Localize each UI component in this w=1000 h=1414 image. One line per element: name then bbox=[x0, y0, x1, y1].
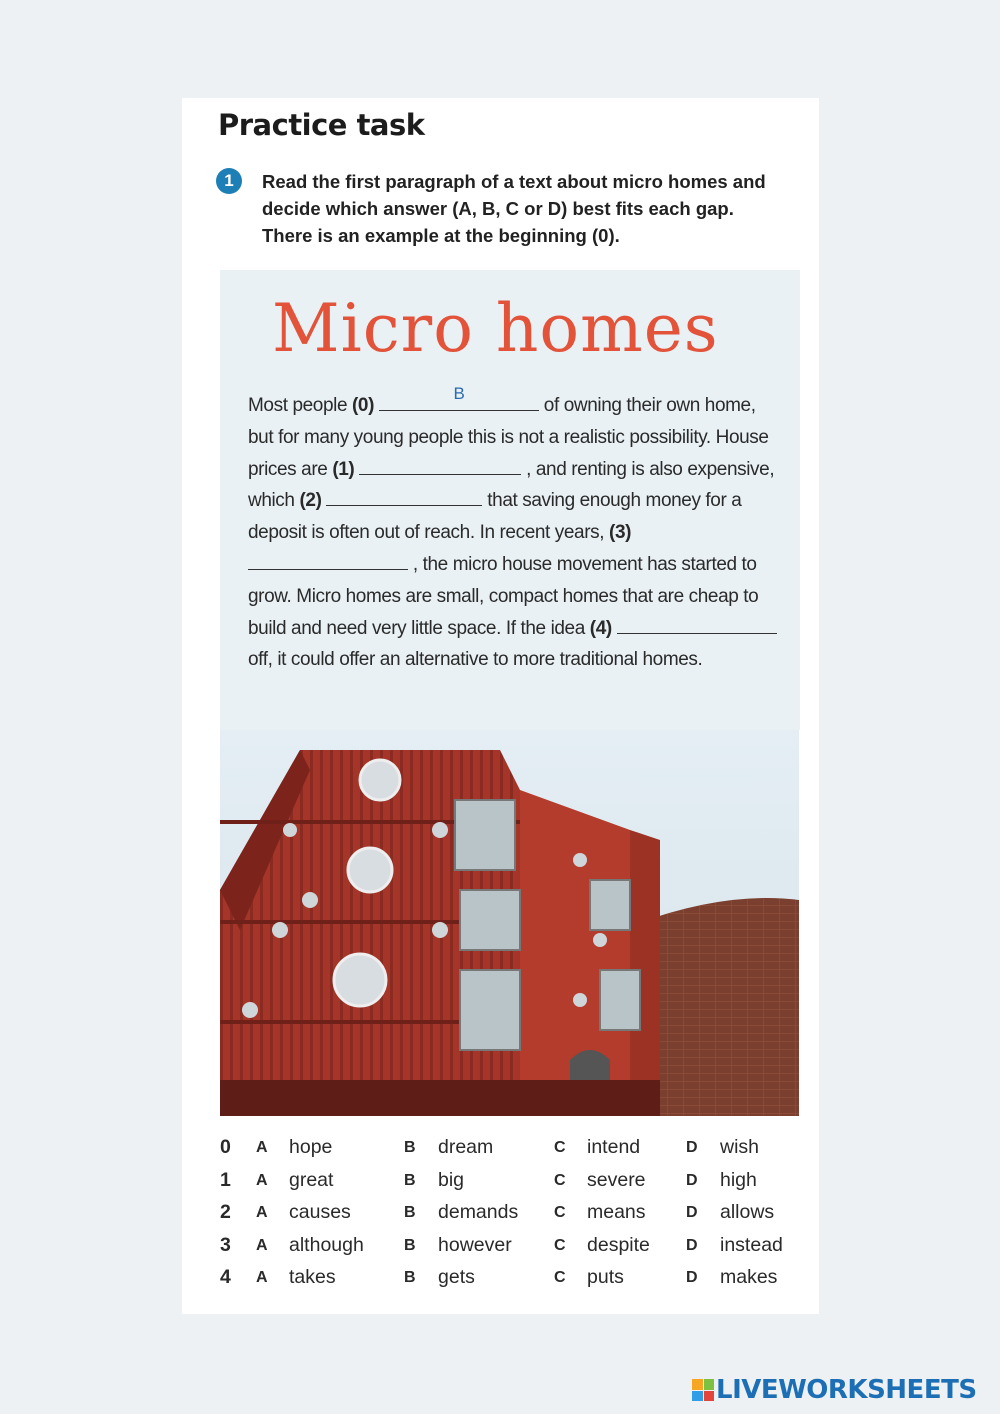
option-row-0 bbox=[220, 1136, 800, 1169]
option-letter-a: A bbox=[256, 1236, 268, 1254]
text-segment: off, it could offer an alternative to more traditional homes. bbox=[248, 649, 703, 671]
option-letter-b: B bbox=[404, 1204, 416, 1221]
question-number: 3 bbox=[220, 1233, 231, 1256]
container-homes-photo bbox=[220, 730, 799, 1116]
option-letter-c: C bbox=[554, 1204, 566, 1221]
option-b[interactable]: big bbox=[438, 1168, 465, 1191]
option-c[interactable]: puts bbox=[587, 1266, 624, 1288]
gap-number-1: (1) bbox=[332, 458, 355, 480]
option-row-3 bbox=[220, 1234, 800, 1267]
gap-number-3: (3) bbox=[609, 522, 632, 544]
question-number: 2 bbox=[220, 1201, 231, 1223]
option-c[interactable]: severe bbox=[587, 1168, 646, 1191]
option-letter-c: C bbox=[554, 1171, 566, 1189]
container-homes-illustration bbox=[220, 730, 799, 1116]
option-letter-a: A bbox=[256, 1269, 268, 1286]
option-letter-b: B bbox=[404, 1171, 416, 1189]
gap-1-answer-field[interactable] bbox=[359, 456, 521, 475]
option-letter-b: B bbox=[404, 1139, 416, 1156]
gap-number-0: (0) bbox=[352, 395, 375, 416]
option-d[interactable]: wish bbox=[720, 1136, 760, 1158]
option-b[interactable]: gets bbox=[438, 1266, 475, 1288]
option-a[interactable]: takes bbox=[289, 1266, 336, 1288]
gap-0-answer-field[interactable] bbox=[379, 384, 539, 411]
option-a[interactable]: hope bbox=[289, 1136, 333, 1158]
option-d[interactable]: instead bbox=[720, 1233, 783, 1256]
option-row-1 bbox=[220, 1169, 800, 1202]
option-c[interactable]: intend bbox=[587, 1136, 641, 1158]
option-letter-d: D bbox=[686, 1204, 698, 1221]
question-number: 1 bbox=[220, 1168, 231, 1191]
option-letter-a: A bbox=[256, 1204, 268, 1221]
option-b[interactable]: dream bbox=[438, 1136, 494, 1158]
question-number: 0 bbox=[220, 1136, 231, 1158]
option-letter-d: D bbox=[686, 1139, 698, 1156]
task-number-badge: 1 bbox=[216, 168, 242, 194]
option-c[interactable]: means bbox=[587, 1201, 646, 1223]
option-d[interactable]: makes bbox=[720, 1266, 778, 1288]
article-paragraph bbox=[248, 384, 778, 676]
option-b[interactable]: demands bbox=[438, 1201, 519, 1223]
option-letter-c: C bbox=[554, 1236, 566, 1254]
article-panel bbox=[220, 270, 800, 730]
text-segment: that saving enough money for a deposit is often out of reach. In recent years, bbox=[248, 490, 742, 544]
option-letter-d: D bbox=[686, 1269, 698, 1286]
option-letter-a: A bbox=[256, 1139, 268, 1156]
option-letter-a: A bbox=[256, 1171, 268, 1189]
option-letter-d: D bbox=[686, 1171, 698, 1189]
option-letter-b: B bbox=[404, 1269, 416, 1286]
option-d[interactable]: high bbox=[720, 1168, 757, 1191]
answer-options bbox=[220, 1136, 800, 1299]
page-title: Practice task bbox=[218, 108, 425, 142]
option-a[interactable]: although bbox=[289, 1233, 364, 1256]
worksheet-page bbox=[182, 98, 819, 1314]
option-row-4 bbox=[220, 1266, 800, 1299]
option-letter-d: D bbox=[686, 1236, 698, 1254]
option-a[interactable]: great bbox=[289, 1168, 334, 1191]
article-title: Micro homes bbox=[272, 290, 719, 367]
option-letter-b: B bbox=[404, 1236, 416, 1254]
option-c[interactable]: despite bbox=[587, 1233, 650, 1256]
option-row-2 bbox=[220, 1201, 800, 1234]
gap-3-answer-field[interactable] bbox=[248, 551, 408, 570]
liveworksheets-logo bbox=[692, 1375, 977, 1405]
option-b[interactable]: however bbox=[438, 1233, 512, 1256]
gap-0-answer: B bbox=[453, 384, 465, 403]
logo-text: LIVEWORKSHEETS bbox=[716, 1375, 977, 1405]
liveworksheets-mark-icon bbox=[692, 1379, 714, 1401]
gap-number-2: (2) bbox=[299, 490, 322, 512]
text-segment: , the micro house movement has started to grow. Micro homes are small, compact homes that are cheap to build and need very little space. If the idea bbox=[248, 553, 759, 639]
task-instructions: Read the first paragraph of a text about micro homes and decide which answer (A, B, C or D) best fits each gap. There is an example at the beginning (0). bbox=[262, 171, 766, 246]
option-letter-c: C bbox=[554, 1139, 566, 1156]
text-segment: Most people bbox=[248, 395, 352, 416]
gap-number-4: (4) bbox=[589, 617, 612, 639]
gap-4-answer-field[interactable] bbox=[617, 615, 777, 634]
gap-2-answer-field[interactable] bbox=[326, 487, 482, 506]
option-letter-c: C bbox=[554, 1269, 566, 1286]
text-segment: of owning their own home, but for many young people this is not a realistic possibility. House prices are bbox=[248, 395, 769, 480]
option-d[interactable]: allows bbox=[720, 1201, 775, 1223]
option-a[interactable]: causes bbox=[289, 1201, 351, 1223]
text-segment: , and renting is also expensive, which bbox=[248, 458, 775, 512]
question-number: 4 bbox=[220, 1266, 231, 1288]
